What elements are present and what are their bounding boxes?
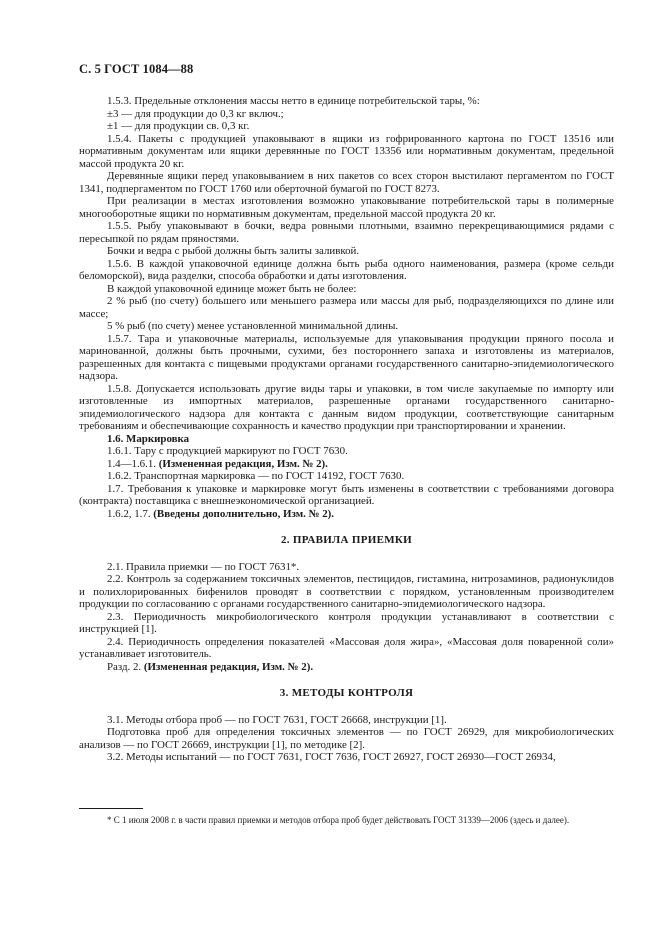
paragraph: 1.7. Требования к упаковке и маркировке могут быть изменены в соответствии с требованиями договора (контракта) поставщика с внешнеэкономической организацией. <box>79 482 614 507</box>
paragraph: При реализации в местах изготовления возможно упаковывание потребительской тары в полимерные многооборотные ящики по нормативным документам, предельной массой продукта 20 кг. <box>79 195 614 220</box>
paragraph: 1.5.8. Допускается использовать другие виды тары и упаковки, в том числе закупаемые по импорту или изготовленные из импортных материалов, разрешенные органами государственного санитарно-эпидемиологического надзора для контакта с данным видом продукции, соответствующие санитарным требованиям и обеспечивающие сохранность и качество продукции при транспортировании и хранении. <box>79 382 614 432</box>
page-header: С. 5 ГОСТ 1084—88 <box>79 62 194 76</box>
paragraph: 2.4. Периодичность определения показателей «Массовая доля жира», «Массовая доля поваренной соли» устанавливает изготовитель. <box>79 635 614 660</box>
paragraph: 5 % рыб (по счету) менее установленной минимальной длины. <box>107 320 399 332</box>
paragraph: ±1 — для продукции св. 0,3 кг. <box>107 120 250 132</box>
paragraph: В каждой упаковочной единице может быть не более: <box>107 282 357 295</box>
paragraph: 3.2. Методы испытаний — по ГОСТ 7631, ГОСТ 7636, ГОСТ 26927, ГОСТ 26930—ГОСТ 26934, <box>107 751 556 763</box>
section-title-acceptance: 2. ПРАВИЛА ПРИЕМКИ <box>280 534 413 546</box>
paragraph: 2.2. Контроль за содержанием токсичных элементов, пестицидов, гистамина, нитрозаминов, радионуклидов и полихлорированных бифенилов проводят в соответствии с порядком, установленным производителем продукции по согласованию с органами государственного санитарно-эпидемиологического надзора. <box>79 573 614 610</box>
paragraph: 1.5.5. Рыбу упаковывают в бочки, ведра ровными плотными, взаимно перекрещивающимися рядами с пересыпкой по рядам пряностями. <box>79 220 614 245</box>
paragraph: 1.5.6. В каждой упаковочной единице должна быть рыба одного наименования, размера (кроме сельди беломорской), вида разделки, способа обработки и даты изготовления. <box>79 257 614 282</box>
amendment-note <box>79 508 614 521</box>
subsection-heading-text: 1.6. Маркировка <box>107 432 190 445</box>
paragraph: 2 % рыб (по счету) большего или меньшего размера или массы для рыб, подразделяющихся по длине или массе; <box>79 295 614 320</box>
paragraph: ±3 — для продукции до 0,3 кг включ.; <box>107 107 284 120</box>
paragraph: 1.6.2. Транспортная маркировка — по ГОСТ 14192, ГОСТ 7630. <box>107 470 405 482</box>
footnote-divider <box>79 808 143 809</box>
paragraph: 2.3. Периодичность микробиологического контроля продукции устанавливают в соответствии с инструкцией [1]. <box>79 610 614 635</box>
paragraph: 1.6.1. Тару с продукцией маркируют по ГОСТ 7630. <box>107 445 348 457</box>
amendment-ref: Разд. 2. <box>107 660 144 673</box>
paragraph: Бочки и ведра с рыбой должны быть залиты заливкой. <box>107 245 360 257</box>
paragraph: 1.5.4. Пакеты с продукцией упаковывают в ящики из гофрированного картона по ГОСТ 13516 или нормативным документам или ящики деревянные по ГОСТ 13356 или нормативным документам, предельной массой продукта 20 кг. <box>79 132 614 170</box>
amendment-text: (Измененная редакция, Изм. № 2). <box>158 457 328 470</box>
document-body <box>79 95 614 764</box>
amendment-text: (Измененная редакция, Изм. № 2). <box>143 660 314 673</box>
paragraph: 1.5.3. Предельные отклонения массы нетто в единице потребительской тары, %: <box>107 95 480 107</box>
amendment-note <box>79 458 614 471</box>
paragraph: Деревянные ящики перед упаковыванием в них пакетов со всех сторон выстилают пергаментом по ГОСТ 1341, подпергаментом по ГОСТ 1760 или оберточной бумагой по ГОСТ 8273. <box>79 170 614 195</box>
paragraph: 2.1. Правила приемки — по ГОСТ 7631*. <box>107 560 300 573</box>
subsection-heading <box>79 433 614 446</box>
amendment-ref: 1.4—1.6.1. <box>107 457 159 470</box>
paragraph: 1.5.7. Тара и упаковочные материалы, используемые для упаковывания продукции пряного посола и маринованной, должны быть прочными, сухими, без постороннего запаха и изготовлены из материалов, разрешенных для контакта с пищевыми продуктами органами государственного санитарно-эпидемиологического надзора. <box>79 332 614 382</box>
section-title-methods: 3. МЕТОДЫ КОНТРОЛЯ <box>279 687 414 699</box>
amendment-text: (Введены дополнительно, Изм. № 2). <box>153 507 335 520</box>
amendment-ref: 1.6.2, 1.7. <box>107 507 154 520</box>
amendment-note <box>79 661 614 674</box>
footnote: * С 1 июля 2008 г. в части правил приемки и методов отбора проб будет действовать ГОСТ 31339—2006 (здесь и далее). <box>107 815 570 825</box>
paragraph: 3.1. Методы отбора проб — по ГОСТ 7631, ГОСТ 26668, инструкции [1]. <box>107 713 447 726</box>
paragraph: Подготовка проб для определения токсичных элементов — по ГОСТ 26929, для микробиологических анализов — по ГОСТ 26669, инструкции [1], по методике [2]. <box>79 726 614 751</box>
